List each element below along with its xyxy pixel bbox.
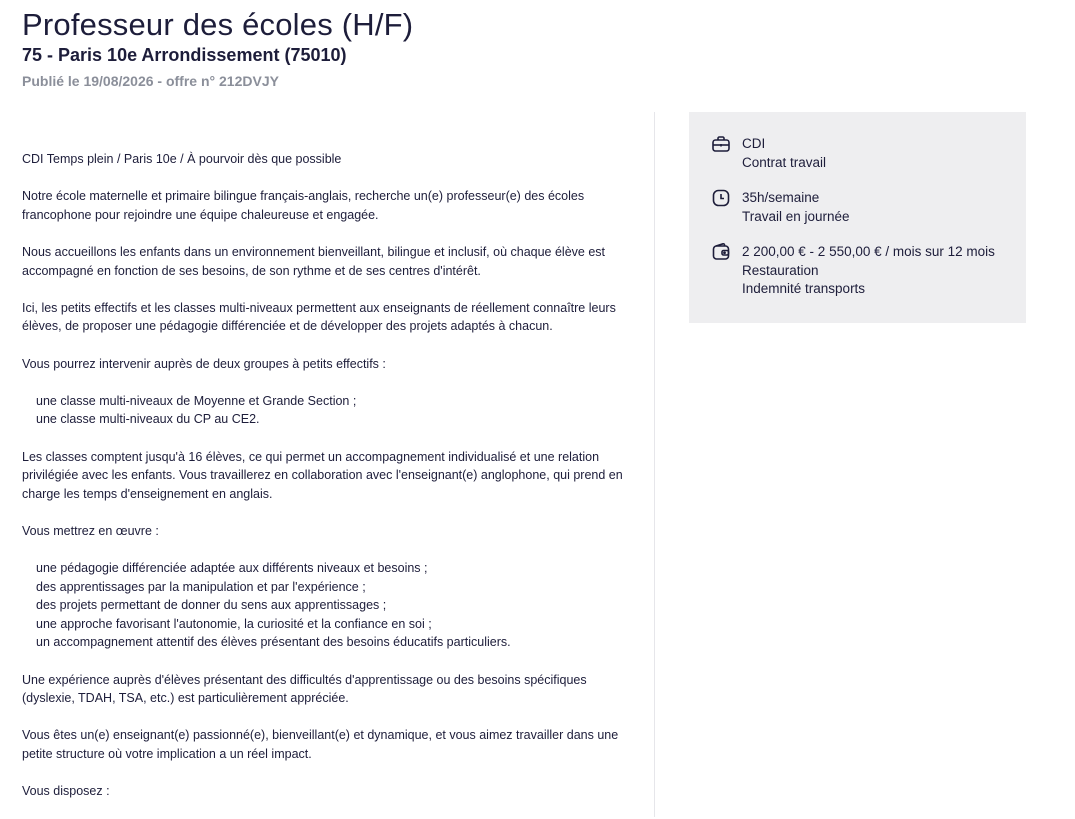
description-paragraph: Les classes comptent jusqu'à 16 élèves, ce qui permet un accompagnement individualisé et une relation privilégiée avec les enfants. Vous travaillerez en collaboration avec l'enseignant(e) anglophone, qui prend en charge les temps d'enseignement en anglais. — [22, 449, 623, 501]
job-title: Professeur des écoles (H/F) — [22, 7, 414, 42]
publication-info: Publié le 19/08/2026 - offre n° 212DVJY — [22, 73, 279, 89]
benefit-item: Restauration — [742, 262, 819, 278]
weekly-hours: 35h/semaine — [742, 190, 820, 205]
description-paragraph: Une expérience auprès d'élèves présentant des difficultés d'apprentissage ou des besoins spécifiques (dyslexie, TDAH, TSA, etc.) est particulièrement appréciée. — [22, 672, 587, 706]
description-paragraph: Vous êtes un(e) enseignant(e) passionné(e), bienveillant(e) et dynamique, et vous aimez travailler dans une petite structure où votre implication a un réel impact. — [22, 728, 619, 761]
contract-label: Contrat travail — [742, 154, 827, 170]
description-paragraph: Vous disposez : — [22, 784, 110, 799]
wallet-icon — [711, 242, 731, 262]
list-item: des apprentissages par la manipulation et par l'expérience ; — [36, 579, 366, 594]
contract-type: CDI — [742, 136, 766, 151]
work-schedule: Travail en journée — [742, 208, 850, 224]
list-item: une classe multi-niveaux du CP au CE2. — [36, 412, 260, 427]
job-summary-panel — [689, 112, 1026, 323]
description-paragraph: Ici, les petits effectifs et les classes multi-niveaux permettent aux enseignants de réellement connaître leurs élèves, de proposer une pédagogie différenciée et de développer des projets adaptés à chacun. — [22, 300, 616, 334]
list-item: un accompagnement attentif des élèves présentant des besoins éducatifs particuliers. — [36, 635, 511, 650]
clock-icon — [711, 188, 731, 208]
job-header — [22, 6, 413, 90]
description-paragraph: Nous accueillons les enfants dans un environnement bienveillant, bilingue et inclusif, où chaque élève est accompagné en fonction de ses besoins, de son rythme et de ses centres d'intérêt. — [22, 244, 606, 278]
description-paragraph: Vous mettrez en œuvre : — [22, 523, 159, 538]
salary-range: 2 200,00 € - 2 550,00 € / mois sur 12 mois — [742, 244, 995, 259]
job-description — [22, 150, 642, 819]
list-item: une approche favorisant l'autonomie, la curiosité et la confiance en soi ; — [36, 616, 432, 631]
description-paragraph: CDI Temps plein / Paris 10e / À pourvoir dès que possible — [22, 152, 342, 166]
list-item: une pédagogie différenciée adaptée aux différents niveaux et besoins ; — [36, 561, 428, 576]
hours-info — [711, 189, 850, 226]
class-groups-list — [22, 392, 642, 429]
benefit-item: Indemnité transports — [742, 281, 866, 296]
responsibilities-list — [22, 559, 642, 652]
description-paragraph: Notre école maternelle et primaire bilingue français-anglais, recherche un(e) professeur(e) des écoles francophone pour rejoindre une équipe chaleureuse et engagée. — [22, 189, 585, 222]
contract-info — [711, 135, 826, 172]
salary-info — [711, 243, 995, 299]
list-item: des projets permettant de donner du sens aux apprentissages ; — [36, 598, 387, 613]
list-item: une classe multi-niveaux de Moyenne et Grande Section ; — [36, 393, 357, 408]
description-paragraph: Vous pourrez intervenir auprès de deux groupes à petits effectifs : — [22, 356, 386, 371]
column-divider — [654, 112, 655, 817]
job-location: 75 - Paris 10e Arrondissement (75010) — [22, 45, 347, 65]
briefcase-icon — [711, 134, 731, 154]
